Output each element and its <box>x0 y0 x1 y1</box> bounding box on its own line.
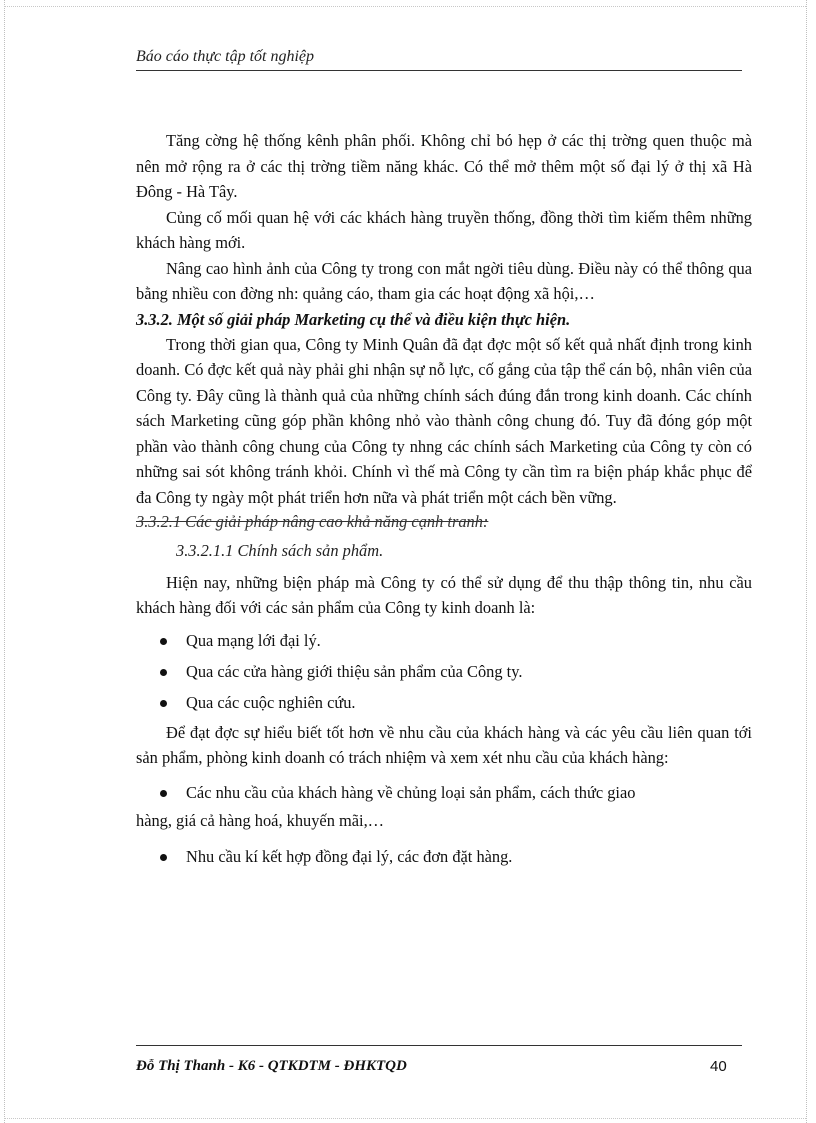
paragraph-results: Trong thời gian qua, Công ty Minh Quân đã đạt đợc một số kết quả nhất định trong kinh doanh. Có đợc kết quả này phải ghi nhận sự nỗ lực, cố gắng của tập thể cán bộ, nhân viên của Công ty. Đây cũng là thành quả của những chính sách đúng đắn trong kinh doanh. Các chính sách Marketing cũng góp phần không nhỏ vào thành công chung đó. Tuy đã đóng góp một phần vào thành công chung của Công ty nhng các chính sách Marketing của Công ty còn có những sai sót không tránh khỏi. Chính vì thế mà Công ty cần tìm ra biện pháp khắc phục để đa Công ty ngày một phát triển hơn nữa và phát triển một cách bền vững. <box>136 334 752 507</box>
list-item: Nhu cầu kí kết hợp đồng đại lý, các đơn đặt hàng. <box>136 843 752 871</box>
running-header-title: Báo cáo thực tập tốt nghiệp <box>136 48 315 65</box>
header-rule <box>136 70 742 71</box>
paragraph-company-image: Nâng cao hình ảnh của Công ty trong con mắt ngời tiêu dùng. Điều này có thể thông qua bằng nhiều con đờng nh: quảng cáo, tham gia các hoạt động xã hội,… <box>136 258 752 303</box>
page-border-left <box>4 0 5 1123</box>
list-item: Qua các cuộc nghiên cứu. <box>136 689 752 717</box>
bullet-icon <box>160 854 167 861</box>
paragraph-customer-needs: Để đạt đợc sự hiểu biết tốt hơn về nhu cầu của khách hàng và các yêu cầu liên quan tới sản phẩm, phòng kinh doanh có trách nhiệm và xem xét nhu cầu của khách hàng: <box>136 722 752 767</box>
bullet-icon <box>160 638 167 645</box>
paragraph-customer-relations: Củng cố mối quan hệ với các khách hàng truyền thống, đồng thời tìm kiếm thêm những khách hàng mới. <box>136 207 752 252</box>
bullet-icon <box>160 669 167 676</box>
list-item: Các nhu cầu của khách hàng về chủng loại sản phẩm, cách thức giao hàng, giá cả hàng hoá, khuyến mãi,… <box>136 782 636 830</box>
page-border-top <box>4 6 806 7</box>
paragraph-distribution: Tăng cờng hệ thống kênh phân phối. Không chỉ bó hẹp ở các thị trờng quen thuộc mà nên mở rộng ra ở các thị trờng tiềm năng khác. Có thể mở thêm một số đại lý ở thị xã Hà Đông - Hà Tây. <box>136 131 752 201</box>
section-heading-3-3-2: 3.3.2. Một số giải pháp Marketing cụ thể và điều kiện thực hiện. <box>136 309 571 329</box>
document-body <box>136 128 752 871</box>
bullet-icon <box>160 700 167 707</box>
bullet-list-methods <box>136 627 752 717</box>
bullet-icon <box>160 790 167 797</box>
page-border-right <box>806 0 807 1123</box>
page-border-bottom <box>4 1118 806 1119</box>
paragraph-info-methods: Hiện nay, những biện pháp mà Công ty có thể sử dụng để thu thập thông tin, nhu cầu khách hàng đối với các sản phẩm của Công ty kinh doanh là: <box>136 572 752 617</box>
footer-rule <box>136 1045 742 1046</box>
subsection-heading-3-3-2-1: 3.3.2.1 Các giải pháp nâng cao khả năng cạnh tranh: <box>136 512 489 531</box>
list-item: Qua mạng lới đại lý. <box>136 627 752 655</box>
footer-author: Đỗ Thị Thanh - K6 - QTKDTM - ĐHKTQD <box>136 1058 407 1074</box>
subsection-heading-3-3-2-1-1: 3.3.2.1.1 Chính sách sản phẩm. <box>176 541 384 560</box>
page-number: 40 <box>710 1058 727 1075</box>
list-item: Qua các cửa hàng giới thiệu sản phẩm của Công ty. <box>136 658 752 686</box>
